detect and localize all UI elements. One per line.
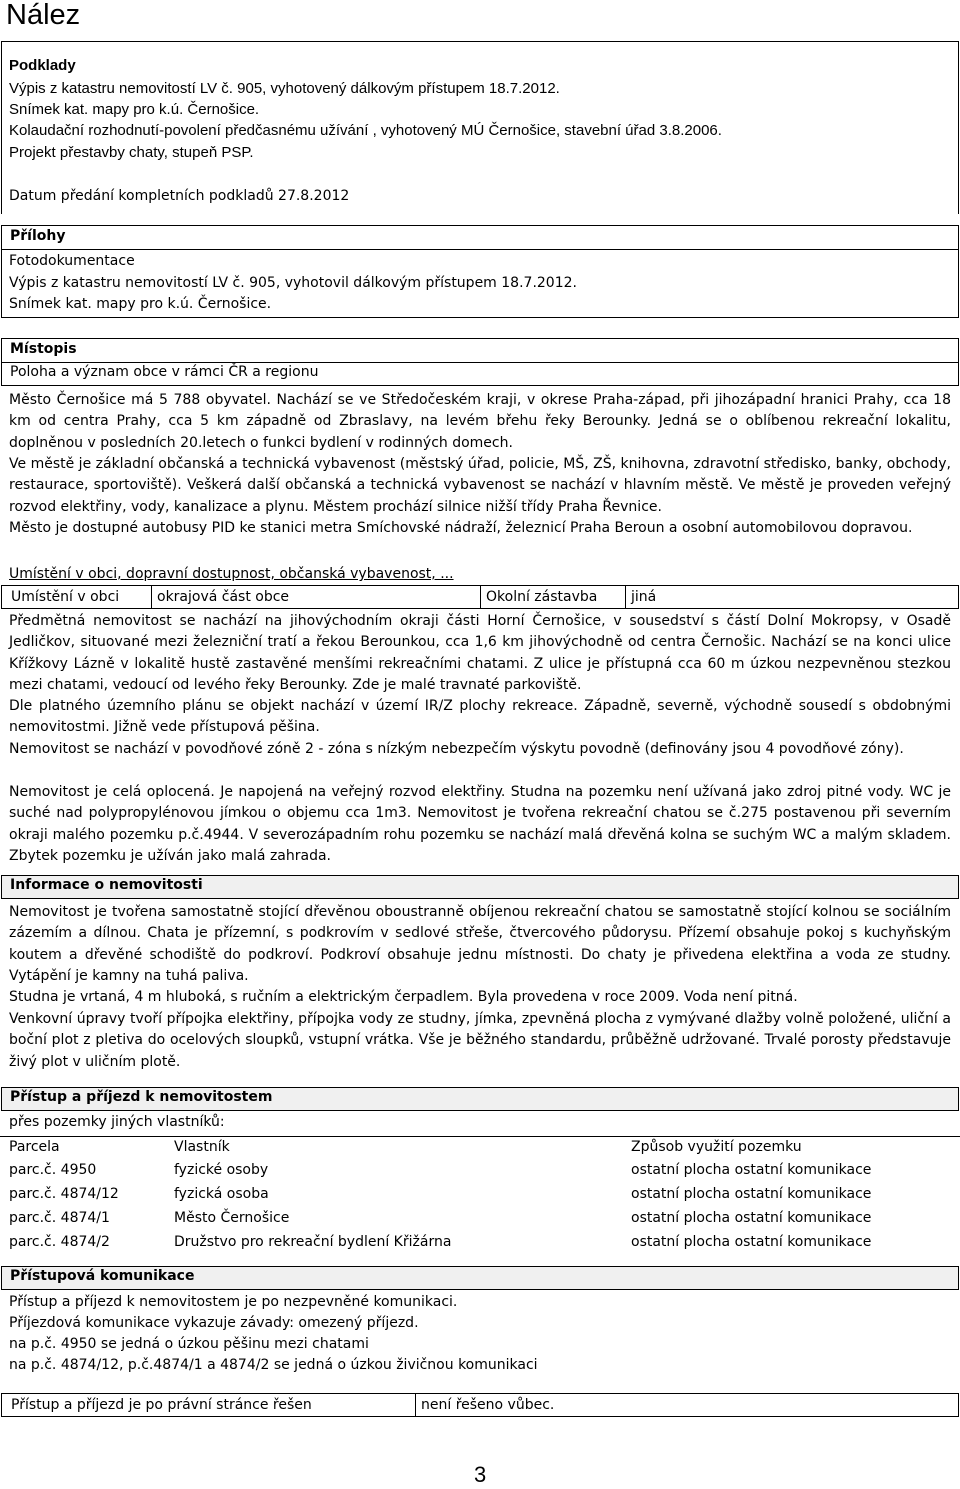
podklady-line-3: Kolaudační rozhodnutí-povolení předčasnému užívání , vyhotovený MÚ Černošice, stavební úřad 3.8.2006. [9,122,722,139]
row-vlastnik: fyzická osoba [174,1186,269,1202]
mistopis-heading: Místopis [10,341,77,357]
umisteni-value: okrajová část obce [151,586,480,608]
mistopis-para-5: Dle platného územního plánu se objekt nachází v území IR/Z plochy rekreace. Západně, severně, východně sousedí s obdobnými nemovitostmi. Jižně vede přístupová pěšina. [9,698,951,736]
mistopis-para-3: Město je dostupné autobusy PID ke stanici metra Smíchovské nádraží, železnicí Praha Beroun a osobní automobilovou dopravou. [9,520,913,536]
row-parcela: parc.č. 4874/2 [9,1234,110,1250]
mistopis-para-7: Nemovitost je celá oplocená. Je napojená na veřejný rozvod elektřiny. Studna na pozemku není užívaná jako zdroj pitné vody. WC je suché nad polypropylénovou jímkou o objemu cca 1m3. Nemovitost je tvořena rekreační chatou se č.275 postavenou při severním okraji malého pozemku p.č.4944. V severozápadním rohu pozemku se nachází malá dřevěná kolna se suchým WC a malým skladem. Zbytek pozemku je užíván jako malá zahrada. [9,784,951,865]
podklady-heading: Podklady [9,57,76,74]
mistopis-para-6: Nemovitost se nachází v povodňové zóně 2 - zóna s nízkým nebezpečím výskytu povodně (definovány jsou 4 povodňové zóny). [9,741,904,757]
mistopis-heading-bar [1,338,959,363]
pristup-row [0,1160,960,1184]
mistopis-para-1: Město Černošice má 5 788 obyvatel. Nachází se ve Středočeském kraji, v okrese Praha-západ, při jihozápadní hranici Prahy, cca 18 km od centra Prahy, cca 5 km západně od Zbraslavy, na levém břehu řeky Berounky. Jedná se o oblíbenou rekreační lokalitu, doplněnou v posledních 20.letech o funkci bydlení v rodinných domech. [9,392,951,451]
pristup-heading: Přístup a příjezd k nemovitostem [10,1089,273,1105]
komunikace-line-2: Příjezdová komunikace vykazuje závady: omezený příjezd. [9,1315,419,1331]
komunikace-line-4: na p.č. 4874/12, p.č.4874/1 a 4874/2 se jedná o úzkou živičnou komunikaci [9,1357,538,1373]
col-vlastnik: Vlastník [174,1139,230,1155]
pristup-table [0,1136,960,1258]
pristup-row [0,1208,960,1232]
row-vlastnik: Město Černošice [174,1210,290,1226]
row-zpusob: ostatní plocha ostatní komunikace [631,1186,872,1202]
prilohy-heading-bar [1,225,959,250]
komunikace-line-3: na p.č. 4950 se jedná o úzkou pěšinu mezi chatami [9,1336,369,1352]
komunikace-heading: Přístupová komunikace [10,1268,195,1284]
pristup-row [0,1232,960,1256]
umisteni-row [1,585,959,609]
prilohy-line-2: Výpis z katastru nemovitostí LV č. 905, vyhotovil dálkovým přístupem 18.7.2012. [9,275,577,291]
row-parcela: parc.č. 4950 [9,1162,97,1178]
podklady-line-1: Výpis z katastru nemovitostí LV č. 905, vyhotovený dálkovým přístupem 18.7.2012. [9,80,560,97]
informace-heading: Informace o nemovitosti [10,877,203,893]
informace-para-1: Nemovitost je tvořena samostatně stojící dřevěnou oboustranně obíjenou rekreační chatou se samostatně stojící kolnou se sociálním zázemím a dílnou. Chata je přízemní, s podkrovím v sedlové střeše, čtvercového půdorysu. Přízemí obsahuje pokoj s kuchyňským koutem a dřevěné schodiště do podkroví. Podkroví obsahuje jednu místnosti. Do chaty je přivedena elektřina a voda ze studny. Vytápění je kamny na tuhá paliva. [9,904,951,985]
row-zpusob: ostatní plocha ostatní komunikace [631,1234,872,1250]
row-parcela: parc.č. 4874/12 [9,1186,119,1202]
row-zpusob: ostatní plocha ostatní komunikace [631,1162,872,1178]
zastavba-value: jiná [625,586,958,608]
komunikace-line-1: Přístup a příjezd k nemovitostem je po nezpevněné komunikaci. [9,1294,458,1310]
pristup-heading-bar [1,1087,959,1111]
pristup-header-row [0,1136,960,1161]
row-vlastnik: fyzické osoby [174,1162,269,1178]
podklady-date: Datum předání kompletních podkladů 27.8.2012 [9,188,350,204]
komunikace-heading-bar [1,1266,959,1290]
col-parcela: Parcela [9,1139,60,1155]
mistopis-subheading-box [1,362,959,386]
pristup-subheading: přes pozemky jiných vlastníků: [9,1114,225,1130]
mistopis-para-4: Předmětná nemovitost se nachází na jihovýchodním okraji části Horní Černošice, v sousedství s částí Dolní Mokropsy, v Osadě Jedličkov, situované mezi železniční tratí a řekou Berounkou, cca 1,6 km jihovýchodně od centra Černošic. Nachází se na konci ulice Křížkovy Lázně v lokalitě hustě zastavěné menšími rekreačními chatami. Z ulice je přístupná cca 60 m úzkou nezpevněnou stezkou mezi chatami, vedoucí od levého řeky Berounky. Zde je malé travnaté parkoviště. [9,613,951,694]
pravni-reseni-row [1,1393,959,1417]
row-vlastnik: Družstvo pro rekreační bydlení Křižárna [174,1234,452,1250]
prilohy-heading: Přílohy [10,228,66,244]
page-number: 3 [474,1462,487,1487]
podklady-heading-bar [1,55,959,79]
col-zpusob: Způsob využití pozemku [631,1139,802,1155]
pravni-reseni-label: Přístup a příjezd je po právní stránce řešen [11,1397,312,1413]
podklady-line-4: Projekt přestavby chaty, stupeň PSP. [9,144,254,161]
row-zpusob: ostatní plocha ostatní komunikace [631,1210,872,1226]
prilohy-line-1: Fotodokumentace [9,253,135,269]
podklady-line-2: Snímek kat. mapy pro k.ú. Černošice. [9,101,260,118]
pristup-row [0,1184,960,1208]
page-title: Nález [6,0,81,31]
pravni-reseni-value: není řešeno vůbec. [415,1394,958,1416]
mistopis-subheading: Poloha a význam obce v rámci ČR a regionu [10,364,319,380]
informace-para-2: Studna je vrtaná, 4 m hluboká, s ručním a elektrickým čerpadlem. Byla provedena v roce 2009. Voda není pitná. [9,989,798,1005]
informace-para-3: Venkovní úpravy tvoří přípojka elektřiny, přípojka vody ze studny, jímka, zpevněná plocha z vymývané dlažby volně položené, uliční a boční plot z pletiva do ocelových sloupků, vstupní vrátka. Vše je běžného standardu, průběžně udržované. Trvalé porosty představuje živý plot v uličním plotě. [9,1011,951,1070]
zastavba-label: Okolní zástavba [480,586,625,608]
row-parcela: parc.č. 4874/1 [9,1210,110,1226]
informace-heading-bar [1,875,959,899]
mistopis-para-2: Ve městě je základní občanská a technická vybavenost (městský úřad, policie, MŠ, ZŠ, knihovna, zdravotní středisko, banky, obchody, restaurace, sportoviště). Veškerá další občanská a technická vybavenost se nachází v hlavním městě. Ve městě je proveden veřejný rozvod elektřiny, vody, kanalizace a plynu. Městem prochází silnice nižší třídy Praha Řevnice. [9,456,951,515]
prilohy-line-3: Snímek kat. mapy pro k.ú. Černošice. [9,296,272,312]
umisteni-heading: Umístění v obci, dopravní dostupnost, občanská vybavenost, ... [9,566,454,582]
umisteni-label: Umístění v obci [11,589,120,605]
